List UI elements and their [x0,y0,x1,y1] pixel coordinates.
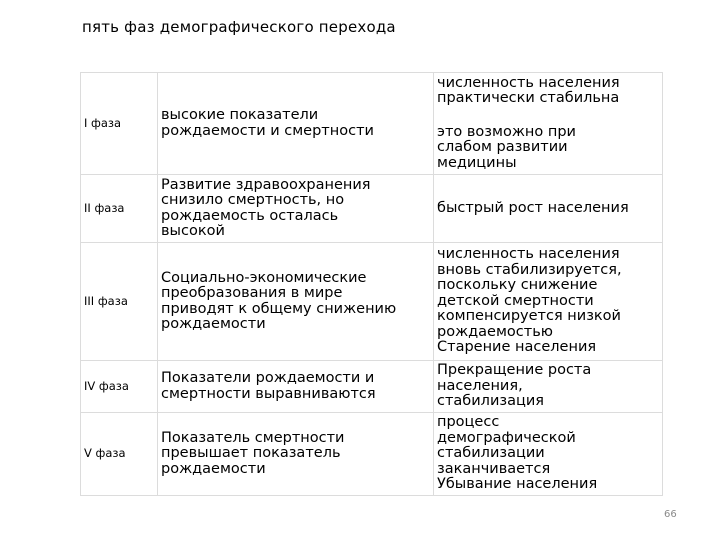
text-line: населения, [437,377,523,394]
phase-cell: III фаза [81,243,158,361]
outcome-cell [434,175,663,243]
text-line: Убывание населения [437,476,598,493]
text-line: рождаемостью [437,323,553,340]
phases-table [80,72,663,496]
outcome-cell [434,361,663,413]
table-row [81,73,663,175]
text-line: вновь стабилизируется, [437,261,622,278]
text-line: высокой [161,223,225,239]
slide-title: пять фаз демографического перехода [82,18,396,36]
description-cell [158,243,434,361]
text-line: слабом развитии [437,139,568,156]
description-cell [158,361,434,413]
table-row [81,243,663,361]
text-line: детской смертности [437,292,594,309]
phase-cell: I фаза [81,73,158,175]
text-line: стабилизация [437,393,544,410]
description-cell [158,413,434,496]
text-line: приводят к общему снижению [161,300,397,317]
text-line: стабилизации [437,445,545,462]
text-line: снизило смертность, но [161,192,345,208]
text-line: Развитие здравоохранения [161,176,371,193]
text-line: смертности выравниваются [161,385,376,402]
phase-cell: IV фаза [81,361,158,413]
table-row [81,175,663,243]
text-line: демографической [437,429,576,446]
text-line: это возможно при [437,123,576,140]
text-line: рождаемости [161,460,266,477]
table-row [81,361,663,413]
text-line: Социально-экономические [161,269,367,286]
description-cell [158,73,434,175]
text-line: поскольку снижение [437,277,598,294]
text-line: превышает показатель [161,445,341,462]
text-line: рождаемости [161,316,266,332]
text-line: процесс [437,414,500,431]
text-line: численность населения [437,246,620,263]
text-line: преобразования в мире [161,285,343,301]
description-cell [158,175,434,243]
outcome-cell [434,413,663,496]
text-line: Показатели рождаемости и [161,370,375,386]
page-number: 66 [664,509,677,520]
text-line: быстрый рост населения [437,199,629,216]
text-line: Прекращение роста [437,362,592,379]
phase-cell: II фаза [81,175,158,243]
table-row [81,413,663,496]
phase-cell: V фаза [81,413,158,496]
text-line: компенсируется низкой [437,308,621,325]
outcome-cell [434,73,663,175]
text-line: высокие показатели [161,107,319,123]
text-line: Старение населения [437,339,597,356]
text-line: практически стабильна [437,90,620,107]
text-line: Показатель смертности [161,429,345,446]
text-line: численность населения [437,74,620,91]
text-line: заканчивается [437,460,551,477]
text-line: медицины [437,154,517,171]
text-line: рождаемость осталась [161,207,339,224]
outcome-cell [434,243,663,361]
text-line: рождаемости и смертности [161,122,374,139]
